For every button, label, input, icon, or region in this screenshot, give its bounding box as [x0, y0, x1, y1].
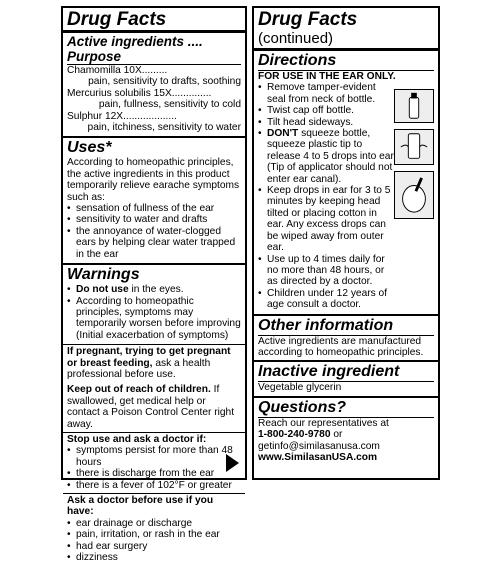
direction-item-text: squeeze bottle, squeeze plastic tip to release 4 to 5 drops into ear (Tip of applicator should not enter ear canal).	[267, 128, 394, 185]
warning-item	[67, 284, 241, 295]
stop-use-item: • there is a fever of 102°F or greater	[67, 480, 241, 491]
ask-doctor-item: • pain, irritation, or rash in the ear	[67, 529, 241, 540]
stop-use-list	[67, 445, 241, 491]
active-ingredients-section	[63, 30, 245, 136]
ingredient-row	[67, 65, 241, 88]
ingredient-name: Chamomilla 10X	[67, 65, 142, 76]
questions-text: Reach our representatives at	[258, 417, 389, 429]
bottle-illustration-icon	[394, 89, 434, 123]
uses-intro: According to homeopathic principles, the active ingredients in this product temporarily relieve earache symptoms such as:	[67, 157, 240, 203]
direction-item-text: Remove tamper-evident seal from neck of bottle.	[267, 82, 376, 105]
direction-item	[258, 82, 394, 105]
stop-use-item: • symptoms persist for more than 48 hours	[67, 445, 241, 468]
directions-title: Directions	[258, 52, 434, 71]
direction-item	[258, 254, 394, 288]
ingredient-name: Mercurius solubilis 15X	[67, 87, 172, 99]
drug-facts-panel-left	[61, 6, 247, 563]
directions-section	[254, 48, 438, 314]
ingredient-dots: .........	[141, 65, 168, 76]
ask-doctor-item: • had ear surgery	[67, 541, 241, 552]
ingredient-dots: ...................	[123, 110, 177, 122]
pregnancy-warning-bold: If pregnant, trying to get pregnant or breast feeding,	[67, 346, 231, 369]
inactive-ingredient-text: Vegetable glycerin	[258, 382, 342, 394]
direction-item-text: Twist cap off bottle.	[267, 105, 355, 117]
directions-subtitle: FOR USE IN THE EAR ONLY.	[258, 71, 396, 82]
ask-doctor-list	[67, 518, 241, 563]
other-information-title: Other information	[258, 317, 434, 336]
direction-item	[258, 128, 394, 185]
website-link[interactable]: www.SimilasanUSA.com	[258, 451, 378, 463]
active-ingredients-header: Active ingredients .... Purpose	[67, 34, 241, 65]
children-warning	[63, 382, 245, 432]
other-information-section	[254, 314, 438, 361]
uses-item: • the annoyance of water-clogged ears by helping clear water trapped in the ear	[67, 226, 241, 260]
questions-section	[254, 396, 438, 466]
continued-label: (continued)	[258, 30, 334, 47]
phone-or: or	[330, 429, 343, 441]
ingredient-purpose: pain, sensitivity to drafts, soothing	[88, 76, 241, 88]
stop-use-title: Stop use and ask a doctor if:	[67, 433, 207, 445]
ingredient-purpose: pain, itchiness, sensitivity to water	[87, 122, 241, 134]
drug-facts-continued-header	[254, 8, 438, 48]
squeeze-tip-illustration-icon	[394, 129, 434, 165]
ask-doctor-title: Ask a doctor before use if you have:	[67, 495, 214, 518]
warning-item-text: According to homeopathic principles, symptoms may temporarily worsen before improving (Initial exacerbation of symptoms)	[76, 295, 241, 341]
drug-facts-header	[63, 8, 245, 30]
ask-doctor-item: • dizziness	[67, 552, 241, 563]
ingredient-list	[67, 65, 241, 133]
ingredient-row	[67, 88, 241, 111]
uses-item: • sensitivity to water and drafts	[67, 214, 241, 225]
ear-drops-illustration-icon	[394, 171, 434, 219]
pregnancy-warning-text: ask a health professional before use.	[67, 357, 211, 380]
ask-doctor-item: • ear drainage or discharge	[67, 518, 241, 529]
direction-item	[258, 185, 394, 253]
uses-list	[67, 203, 241, 260]
stop-use-section	[63, 432, 245, 493]
direction-item	[258, 117, 394, 128]
children-warning-bold: Keep out of reach of children.	[67, 384, 211, 396]
inactive-ingredient-title: Inactive ingredient	[258, 363, 434, 382]
questions-title: Questions?	[258, 399, 434, 418]
uses-section	[63, 136, 245, 263]
phone-number[interactable]: 1-800-240-9780	[258, 429, 331, 441]
warning-item-text: in the eyes.	[128, 284, 184, 296]
uses-title: Uses*	[67, 139, 112, 157]
ingredient-row	[67, 111, 241, 134]
ingredient-name: Sulphur 12X	[67, 110, 124, 122]
continue-arrow-icon	[226, 454, 239, 472]
pregnancy-warning	[63, 344, 245, 382]
inactive-ingredient-section	[254, 360, 438, 395]
drug-facts-title: Drug Facts	[67, 9, 167, 30]
direction-item-text: Use up to 4 times daily for no more than 48 hours, or as directed by a doctor.	[267, 253, 385, 288]
direction-item-text: Keep drops in ear for 3 to 5 minutes by keeping head tilted or placing cotton in ear. Any excess drops can be wiped away from outer ear.	[267, 185, 391, 254]
ingredient-purpose: pain, fullness, sensitivity to cold	[98, 99, 241, 111]
ingredient-line	[67, 111, 241, 122]
direction-item-text: Tilt head sideways.	[267, 116, 354, 128]
warnings-section	[63, 263, 245, 344]
warning-item-bold: Do not use	[76, 284, 129, 296]
drug-facts-title-continued: Drug Facts	[258, 9, 358, 30]
stop-use-item: • there is discharge from the ear	[67, 468, 241, 479]
drug-facts-panel-right	[252, 6, 440, 480]
direction-item-bold: DON'T	[267, 128, 299, 140]
uses-item: • sensation of fullness of the ear	[67, 203, 241, 214]
ask-doctor-section	[63, 493, 245, 563]
ingredient-line	[67, 65, 241, 76]
other-information-text: Active ingredients are manufactured according to homeopathic principles.	[258, 335, 424, 358]
warning-item	[67, 296, 241, 342]
direction-item	[258, 288, 394, 311]
ingredient-dots: ..............	[171, 87, 212, 99]
ingredient-line	[67, 88, 241, 99]
direction-item	[258, 105, 394, 116]
direction-item-text: Children under 12 years of age consult a doctor.	[267, 287, 388, 311]
warnings-list	[67, 284, 241, 341]
children-warning-text: If swallowed, get medical help or contact a Poison Control Center right away.	[67, 384, 235, 430]
email-address[interactable]: getinfo@similasanusa.com	[258, 440, 380, 452]
warnings-title: Warnings	[67, 266, 140, 284]
